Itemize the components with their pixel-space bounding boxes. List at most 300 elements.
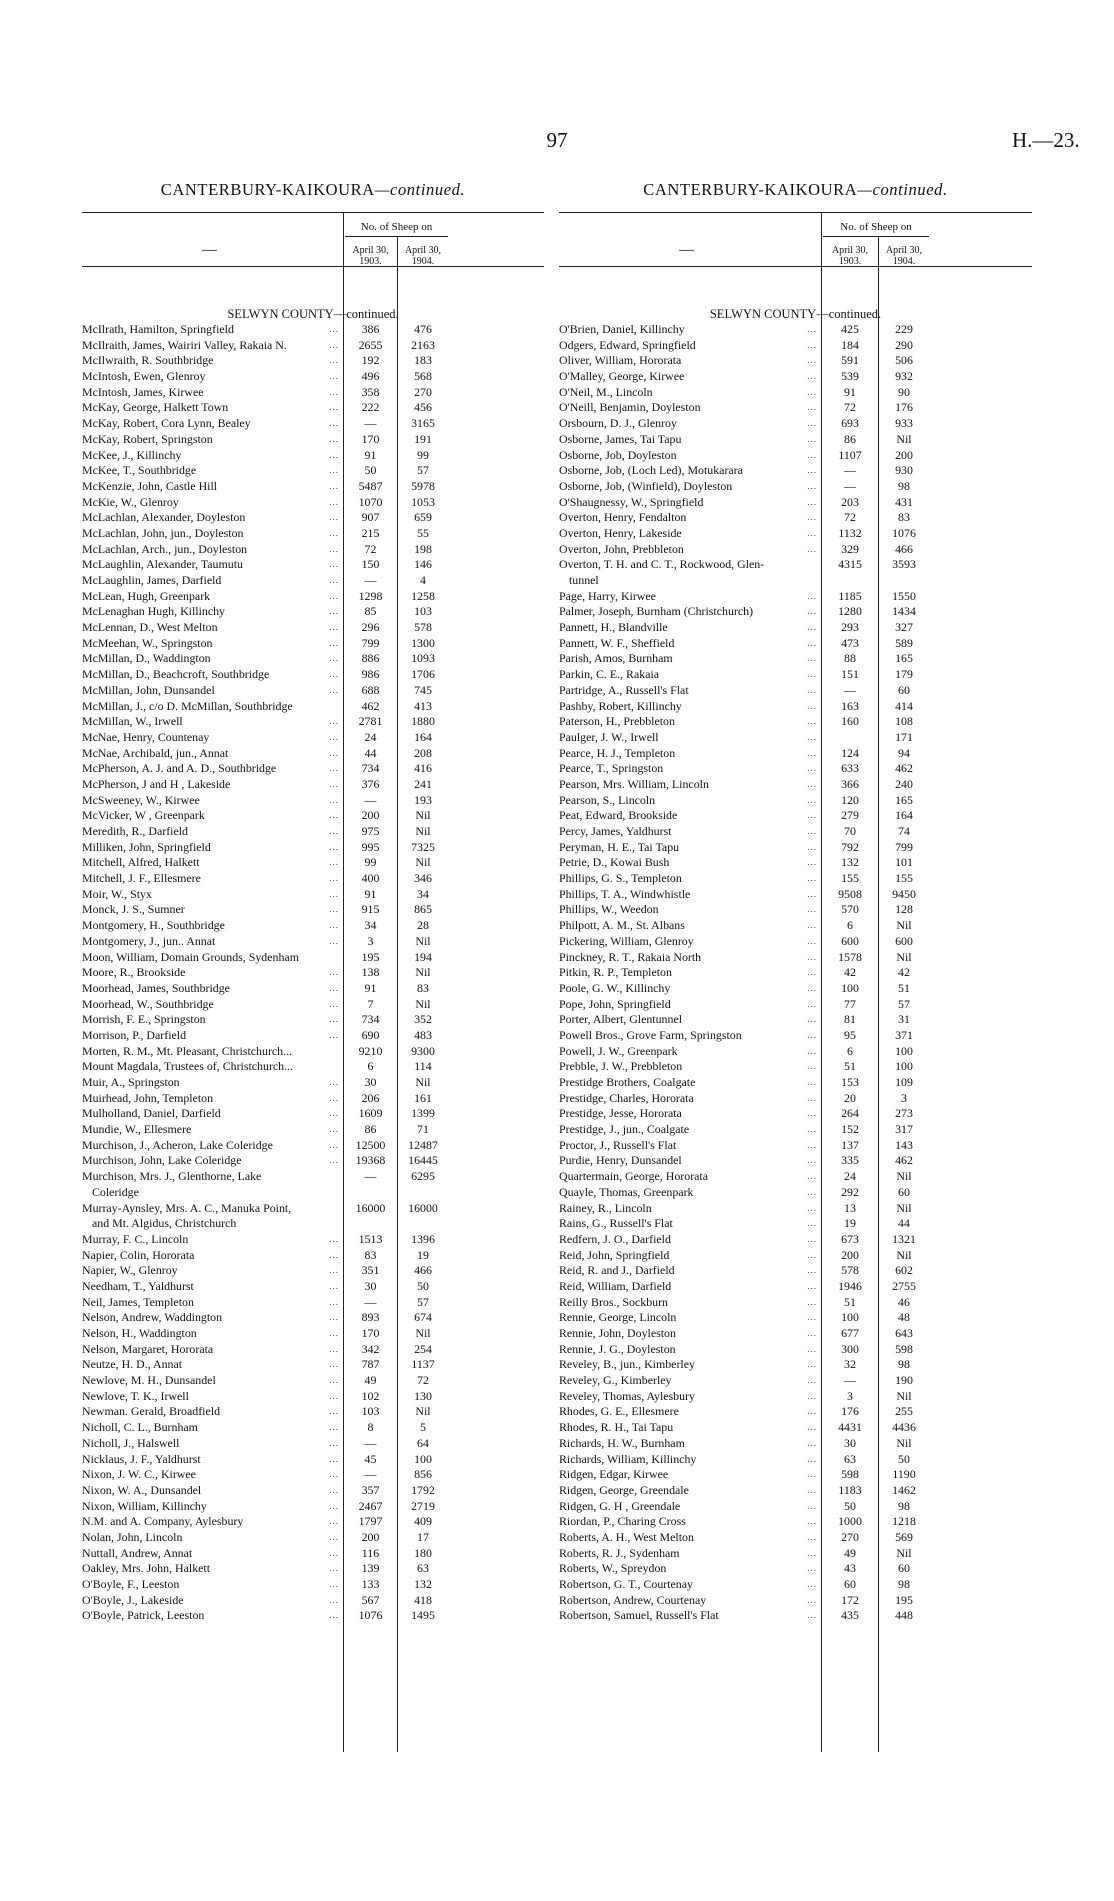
owner-name — [559, 1326, 815, 1342]
sheep-1904: 60 — [898, 682, 910, 697]
sheep-1904: 71 — [417, 1122, 429, 1137]
owner-name — [82, 1122, 337, 1138]
leader-dots: ... — [329, 590, 339, 601]
sheep-1903: — — [844, 682, 856, 697]
owner-name-line: Morrison, P., Darfield — [82, 1027, 187, 1042]
leader-dots: ... — [329, 998, 339, 1009]
owner-name-line: Purdie, Henry, Dunsandel — [559, 1153, 682, 1168]
sheep-1904: 164 — [414, 729, 432, 744]
leader-dots: ... — [329, 888, 339, 899]
table-row — [559, 322, 1032, 338]
table-row — [559, 338, 1032, 354]
owner-name-line: Monck, J. S., Sumner — [82, 902, 185, 917]
owner-name-line: Robertson, Samuel, Russell's Flat — [559, 1608, 719, 1623]
owner-name — [82, 353, 337, 369]
owner-name-line: Odgers, Edward, Springfield — [559, 337, 696, 352]
owner-name-line: McNae, Henry, Countenay — [82, 729, 210, 744]
owner-name-line: Redfern, J. O., Darfield — [559, 1231, 671, 1246]
leader-dots: ... — [329, 967, 339, 978]
sheep-1904: Nil — [896, 1388, 912, 1403]
owner-name — [82, 1091, 337, 1107]
owner-name-line: Pinckney, R. T., Rakaia North — [559, 949, 702, 964]
table-row — [559, 1106, 1032, 1122]
owner-name — [82, 448, 337, 464]
leader-dots: ... — [807, 810, 817, 821]
sheep-1904: 1258 — [411, 588, 435, 603]
owner-name — [82, 777, 337, 793]
sheep-1904: Nil — [896, 1435, 912, 1450]
leader-dots: ... — [807, 1061, 817, 1072]
owner-name — [559, 1012, 815, 1028]
leader-dots: ... — [807, 794, 817, 805]
owner-name — [559, 1561, 815, 1577]
leader-dots: ... — [329, 1139, 339, 1150]
owner-name-line: Quartermain, George, Hororata — [559, 1169, 709, 1184]
sheep-1904: 57 — [417, 1294, 429, 1309]
sheep-1903: 567 — [361, 1592, 380, 1607]
owner-name — [559, 1530, 815, 1546]
owner-name-line: Pickering, William, Glenroy — [559, 933, 694, 948]
owner-name-line: Mulholland, Daniel, Darfield — [82, 1106, 221, 1121]
table-row — [82, 1138, 544, 1154]
owner-name-line: Reilly Bros., Sockburn — [559, 1294, 668, 1309]
leader-dots: ... — [329, 1406, 339, 1417]
sheep-1904: 932 — [895, 369, 913, 384]
sheep-1904: 418 — [414, 1592, 432, 1607]
owner-name — [559, 338, 815, 354]
sheep-1903: 7 — [367, 996, 374, 1011]
leader-dots: ... — [807, 826, 817, 837]
owner-name-line: O'Brien, Daniel, Killinchy — [559, 322, 685, 336]
leader-dots: ... — [329, 920, 339, 931]
sheep-1904: 179 — [895, 667, 913, 682]
table-row — [82, 338, 544, 354]
leader-dots: ... — [329, 1484, 339, 1495]
leader-dots: ... — [807, 1265, 817, 1276]
owner-name — [559, 1389, 815, 1405]
owner-name-line: Reveley, B., jun., Kimberley — [559, 1357, 695, 1372]
owner-name-line: Ridgen, G. H , Greendale — [559, 1498, 681, 1513]
owner-name-line: Moorhead, W., Southbridge — [82, 996, 214, 1011]
owner-name-line: Needham, T., Yaldhurst — [82, 1278, 194, 1293]
table-row — [559, 432, 1032, 448]
owner-name-line: Napier, Colin, Hororata — [82, 1247, 195, 1262]
owner-name-line: McMillan, J., c/o D. McMillan, Southbridge — [82, 698, 293, 713]
sheep-1904: 241 — [414, 776, 432, 791]
leader-dots: ... — [807, 684, 817, 695]
sheep-1904: 31 — [898, 1012, 910, 1027]
table-row — [82, 385, 544, 401]
sheep-1903: 172 — [841, 1592, 859, 1607]
sheep-1903: 116 — [361, 1545, 380, 1560]
leader-dots: ... — [807, 1375, 817, 1386]
sheep-1903: 300 — [841, 1341, 859, 1356]
table-row — [82, 636, 544, 652]
owner-name — [559, 950, 815, 966]
sheep-1904: 1396 — [411, 1231, 435, 1246]
table-row — [559, 1044, 1032, 1060]
table-row — [82, 1075, 544, 1091]
leader-dots: ... — [329, 575, 339, 585]
leader-dots: ... — [329, 1375, 339, 1386]
owner-name — [559, 1075, 815, 1091]
sheep-1904: 413 — [414, 698, 432, 713]
owner-name-line: Mitchell, Alfred, Halkett — [82, 855, 200, 870]
owner-name — [559, 887, 815, 903]
owner-name-line: McPherson, A. J. and A. D., Southbridge — [82, 761, 277, 776]
table-row — [82, 840, 544, 856]
sheep-1903: 151 — [841, 667, 859, 682]
sheep-1904: 74 — [898, 824, 910, 839]
sheep-1904: 194 — [414, 949, 432, 964]
leader-dots: ... — [329, 324, 339, 334]
owner-name-line: Riordan, P., Charing Cross — [559, 1514, 686, 1529]
leader-dots: ... — [807, 1202, 817, 1213]
owner-name — [559, 1514, 815, 1530]
sheep-header: No. of Sheep on — [360, 221, 433, 233]
owner-name-line: Rhodes, G. E., Ellesmere — [559, 1404, 679, 1419]
sheep-1904: 98 — [898, 1498, 910, 1513]
owner-name — [82, 1436, 337, 1452]
owner-name — [559, 1420, 815, 1436]
leader-dots: ... — [807, 1547, 817, 1558]
table-row — [559, 714, 1032, 730]
sheep-1904: 2719 — [411, 1498, 435, 1513]
owner-name — [559, 1122, 815, 1138]
leader-dots: ... — [329, 512, 339, 523]
owner-name-line: Mitchell, J. F., Ellesmere — [82, 871, 201, 886]
sheep-1903: — — [844, 478, 856, 493]
sheep-1903: 72 — [844, 400, 856, 415]
sheep-1904: 352 — [414, 1012, 432, 1027]
sheep-1903: 206 — [361, 1090, 380, 1105]
owner-name — [82, 855, 337, 871]
owner-name-line: Newman. Gerald, Broadfield — [82, 1404, 221, 1419]
leader-dots: ... — [329, 778, 339, 789]
table-row — [82, 667, 544, 683]
owner-name — [559, 448, 815, 464]
sheep-1903: 986 — [361, 667, 380, 682]
sheep-1904: 57 — [417, 463, 429, 478]
leader-dots: ... — [807, 324, 817, 334]
table-row — [82, 1389, 544, 1405]
leader-dots: ... — [329, 1077, 339, 1087]
owner-name-line: Muirhead, John, Templeton — [82, 1090, 214, 1105]
leader-dots: ... — [329, 1563, 339, 1574]
sheep-1904: Nil — [415, 1075, 431, 1089]
owner-name — [559, 1044, 815, 1060]
owner-name-line: Neil, James, Templeton — [82, 1294, 194, 1309]
owner-name-line: Osborne, Job, (Winfield), Doyleston — [559, 478, 733, 493]
sheep-1903: 1000 — [838, 1514, 862, 1529]
owner-name — [559, 1153, 815, 1169]
owner-name-line: Osborne, Job, (Loch Led), Motukarara — [559, 463, 743, 478]
owner-name — [559, 1295, 815, 1311]
sheep-1904: 229 — [895, 322, 913, 336]
sheep-1904: 143 — [895, 1137, 913, 1152]
table-row — [82, 557, 544, 573]
sheep-1903: 51 — [844, 1059, 856, 1074]
owner-name-line: McLachlan, Alexander, Doyleston — [82, 510, 246, 525]
owner-name-line: Page, Harry, Kirwee — [559, 588, 656, 603]
sheep-1903: 787 — [361, 1357, 380, 1372]
table-row — [82, 322, 544, 338]
table-row — [559, 1452, 1032, 1468]
sheep-1903: 1107 — [838, 447, 862, 462]
table-row — [559, 385, 1032, 401]
sheep-1904: 598 — [895, 1341, 913, 1356]
leader-dots: ... — [329, 1155, 339, 1166]
sheep-1903: 24 — [844, 1169, 856, 1184]
leader-dots: ... — [329, 1453, 339, 1464]
owner-name — [559, 1106, 815, 1122]
owner-name-line: Morrish, F. E., Springston — [82, 1012, 206, 1027]
table-row — [559, 871, 1032, 887]
leader-dots: ... — [807, 590, 817, 601]
owner-name — [82, 1373, 337, 1389]
sheep-1904: 3593 — [892, 557, 916, 572]
sheep-1904: 200 — [895, 447, 913, 462]
table-row — [82, 510, 544, 526]
table-row — [559, 1530, 1032, 1546]
leader-dots: ... — [329, 1108, 339, 1119]
owner-name — [559, 416, 815, 432]
owner-name — [82, 1248, 337, 1264]
sheep-1904: 290 — [895, 337, 913, 352]
sheep-1903: 1578 — [838, 949, 862, 964]
sheep-1904: 161 — [414, 1090, 432, 1105]
table-row — [559, 1326, 1032, 1342]
sheep-1904: 50 — [417, 1278, 429, 1293]
sheep-1904: Nil — [415, 808, 431, 823]
owner-name-line: Montgomery, H., Southbridge — [82, 918, 225, 933]
owner-name — [559, 1169, 815, 1185]
leader-dots: ... — [329, 418, 339, 429]
table-row — [82, 573, 544, 589]
owner-name-line: Pearson, Mrs. William, Lincoln — [559, 776, 709, 791]
owner-name-line: Overton, Henry, Fendalton — [559, 510, 687, 525]
leader-dots: ... — [807, 527, 817, 538]
sheep-1903: 43 — [844, 1561, 856, 1576]
sheep-1903: 270 — [841, 1529, 859, 1544]
owner-name — [559, 1577, 815, 1593]
sheep-1904: 130 — [414, 1388, 432, 1403]
table-row — [559, 448, 1032, 464]
leader-dots: ... — [329, 1029, 339, 1040]
owner-name-line: Prestidge, J., jun., Coalgate — [559, 1122, 690, 1137]
table-row — [82, 1608, 544, 1624]
sheep-1904: 101 — [895, 855, 913, 870]
leader-dots: ... — [329, 904, 339, 915]
leader-dots: ... — [807, 967, 817, 978]
sheep-1904: 44 — [898, 1216, 910, 1231]
leader-dots: ... — [329, 1579, 339, 1590]
owner-name-line: Moorhead, James, Southbridge — [82, 980, 230, 995]
leader-dots: ... — [807, 1453, 817, 1464]
sheep-1903: 3 — [367, 933, 374, 948]
owner-name — [82, 495, 337, 511]
sheep-1904: 114 — [414, 1059, 432, 1074]
sheep-1903: 153 — [841, 1075, 859, 1090]
sheep-1904: 1300 — [411, 635, 435, 650]
leader-dots: ... — [807, 1500, 817, 1511]
owner-name-line: Napier, W., Glenroy — [82, 1263, 178, 1278]
leader-dots: ... — [807, 763, 817, 774]
owner-name-line: Nicholl, C. L., Burnham — [82, 1420, 198, 1435]
sheep-1903: 77 — [844, 996, 856, 1011]
owner-name — [82, 965, 337, 981]
sheep-1903: 155 — [841, 871, 859, 886]
owner-name-line: Peat, Edward, Brookside — [559, 808, 678, 823]
owner-name-line: Overton, Henry, Lakeside — [559, 525, 682, 540]
leader-dots: ... — [329, 1547, 339, 1558]
leader-dots: ... — [807, 1531, 817, 1542]
leader-dots: ... — [807, 1469, 817, 1480]
owner-name — [82, 887, 337, 903]
table-row — [559, 1028, 1032, 1044]
sheep-1903: 44 — [364, 745, 377, 760]
sheep-1904: 1550 — [892, 588, 916, 603]
leader-dots: ... — [807, 888, 817, 899]
table-row — [559, 699, 1032, 715]
sheep-1904: 9450 — [892, 886, 916, 901]
name-column-header: — — [679, 242, 694, 258]
sheep-1904: 50 — [898, 1451, 910, 1466]
owner-name-line: Reveley, G., Kimberley — [559, 1373, 672, 1388]
owner-name — [82, 1483, 337, 1499]
leader-dots: ... — [807, 512, 817, 523]
leader-dots: ... — [329, 1437, 339, 1448]
table-row — [559, 1420, 1032, 1436]
owner-name-line: O'Boyle, Patrick, Leeston — [82, 1608, 205, 1623]
sheep-1903: 50 — [364, 463, 377, 478]
owner-name — [559, 997, 815, 1013]
name-column-header: — — [202, 242, 217, 258]
leader-dots: ... — [329, 653, 339, 664]
sheep-1903: 893 — [361, 1310, 380, 1325]
leader-dots: ... — [329, 1469, 339, 1480]
sheep-1904: 745 — [414, 682, 432, 697]
table-row — [559, 1577, 1032, 1593]
sheep-1903: — — [364, 1294, 377, 1309]
sheep-1904: 569 — [895, 1529, 913, 1544]
table-row — [82, 1122, 544, 1138]
sheep-1903: 124 — [841, 745, 859, 760]
sheep-1904: 128 — [895, 902, 913, 917]
owner-name — [559, 1201, 815, 1217]
owner-name-line: Neutze, H. D., Annat — [82, 1357, 183, 1372]
sheep-1903: 86 — [844, 431, 856, 446]
sheep-1903: 72 — [364, 541, 377, 556]
owner-name-line: Nelson, Margaret, Hororata — [82, 1341, 214, 1356]
owner-name — [559, 793, 815, 809]
owner-name — [82, 1342, 337, 1358]
owner-name-line: Reveley, Thomas, Aylesbury — [559, 1388, 695, 1403]
table-row — [559, 1404, 1032, 1420]
table-row — [559, 1263, 1032, 1279]
table-row — [559, 1357, 1032, 1373]
owner-name-line: Rains, G., Russell's Flat — [559, 1216, 673, 1231]
leader-dots: ... — [807, 433, 817, 444]
table-title — [559, 180, 1032, 200]
sheep-1904: 254 — [414, 1341, 432, 1356]
owner-name-line: N.M. and A. Company, Aylesbury — [82, 1514, 244, 1529]
table-row — [82, 1169, 544, 1200]
sheep-1904: 83 — [898, 510, 910, 525]
sheep-1903: — — [364, 1169, 377, 1184]
sheep-1903: 1609 — [358, 1106, 383, 1121]
table-row — [559, 1279, 1032, 1295]
table-row — [559, 777, 1032, 793]
table-row — [82, 918, 544, 934]
owner-name-line: Moon, William, Domain Grounds, Sydenham — [82, 949, 299, 964]
owner-name — [82, 510, 337, 526]
table-row — [82, 353, 544, 369]
sheep-1903: 915 — [361, 902, 380, 917]
sheep-1904: Nil — [896, 918, 912, 933]
owner-name — [559, 1373, 815, 1389]
sheep-1904: 346 — [414, 871, 432, 886]
sheep-1904: 933 — [895, 416, 913, 431]
owner-name-line: Overton, John, Prebbleton — [559, 541, 684, 556]
owner-name-line: Prebble, J. W., Prebbleton — [559, 1059, 683, 1074]
sheep-1903: 152 — [841, 1122, 859, 1137]
sheep-1903: 4431 — [838, 1420, 862, 1435]
sheep-1904: 327 — [895, 620, 913, 635]
sheep-1904: 198 — [414, 541, 432, 556]
sheep-1903: 6 — [367, 1059, 374, 1074]
sheep-1904: 98 — [898, 1357, 910, 1372]
table-row — [559, 353, 1032, 369]
sheep-1903: 690 — [361, 1027, 380, 1042]
leader-dots: ... — [807, 700, 817, 711]
table-row — [559, 526, 1032, 542]
sheep-1903: — — [364, 1467, 377, 1482]
leader-dots: ... — [329, 684, 339, 695]
table-row — [82, 855, 544, 871]
leader-dots: ... — [807, 1029, 817, 1040]
sheep-1904: 103 — [414, 604, 432, 619]
mid-rule-partial — [823, 236, 929, 237]
table-row — [559, 934, 1032, 950]
sheep-1904: 48 — [898, 1310, 910, 1325]
leader-dots: ... — [807, 1563, 817, 1574]
owner-name — [559, 808, 815, 824]
table-row — [559, 1059, 1032, 1075]
owner-name — [82, 997, 337, 1013]
sheep-1904: 190 — [895, 1373, 913, 1388]
table-row — [82, 1357, 544, 1373]
sheep-1904: 16445 — [408, 1153, 438, 1168]
owner-name — [559, 902, 815, 918]
leader-dots: ... — [329, 622, 339, 633]
table-row — [559, 761, 1032, 777]
sheep-1904: 5978 — [411, 478, 435, 493]
sheep-1903: 45 — [364, 1451, 377, 1466]
sheep-1904: Nil — [415, 855, 431, 870]
sheep-1904: Nil — [896, 1169, 912, 1184]
table-row — [559, 1546, 1032, 1562]
sheep-1904: Nil — [415, 933, 431, 948]
owner-name — [82, 746, 337, 762]
sheep-1904: Nil — [896, 1247, 912, 1262]
owner-name — [559, 1404, 815, 1420]
table-row — [82, 432, 544, 448]
sheep-1903: 163 — [841, 698, 859, 713]
sheep-1904: 466 — [895, 541, 913, 556]
owner-name — [559, 1467, 815, 1483]
leader-dots: ... — [807, 1077, 817, 1088]
